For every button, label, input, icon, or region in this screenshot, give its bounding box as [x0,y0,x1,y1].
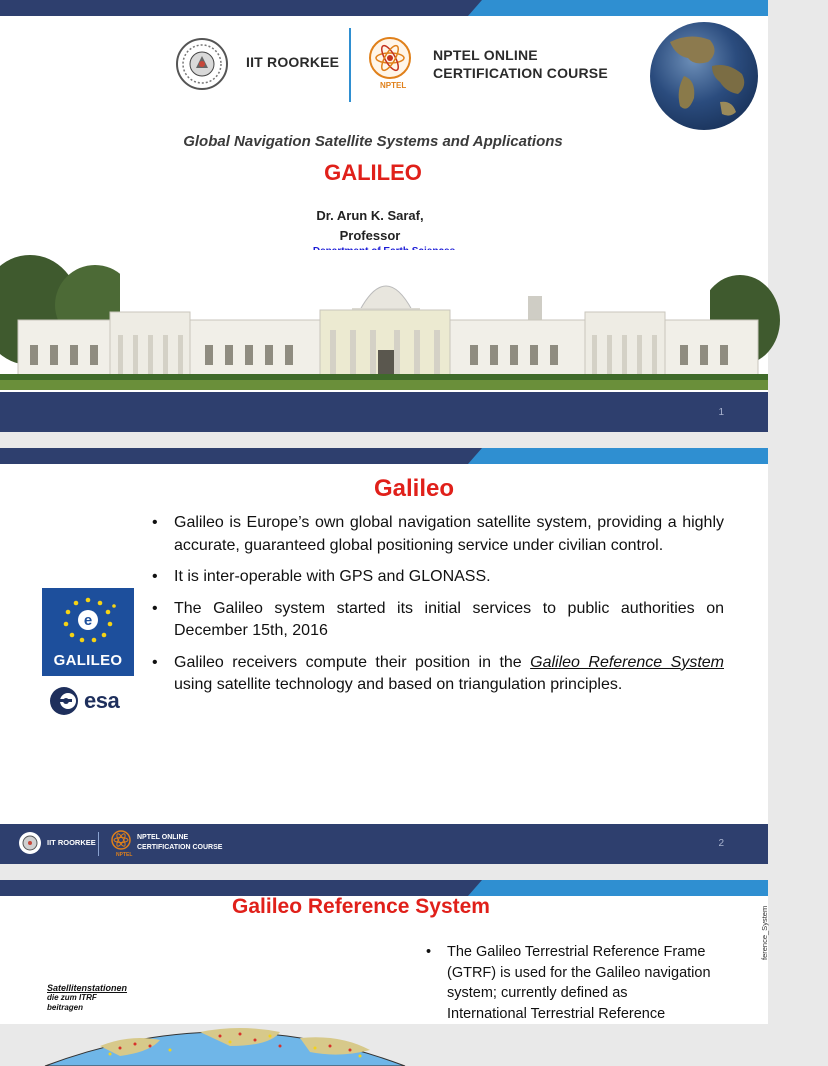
galileo-logo-text: GALILEO [53,652,123,669]
nptel-logo-icon [368,36,412,80]
title-slide [0,0,768,432]
footer-nptel-line2: CERTIFICATION COURSE [137,844,223,851]
institute-name: IIT ROORKEE [246,54,340,70]
bullet-text-before: Galileo receivers compute their position in the [174,653,531,671]
galileo-reference-system-link[interactable]: Galileo Reference System [530,653,724,671]
slide-number: 1 [718,407,724,418]
footer-bar [0,392,768,432]
slide-title: Galileo Reference System [232,895,490,918]
esa-logo [46,684,132,718]
nptel-title [433,46,608,82]
bullet-icon: • [426,944,432,960]
logo-divider [349,28,351,102]
bullet-line: system; currently defined as [447,985,628,1001]
top-bar-accent [468,0,768,16]
footer-nptel-line1: NPTEL ONLINE [137,834,189,841]
galileo-logo [42,588,134,676]
top-bar-accent [468,880,768,896]
bullet-icon: • [152,653,158,671]
bullet-item [426,942,724,1024]
author-block [0,206,740,246]
footer-divider [98,832,99,856]
esa-emblem-icon [46,684,82,718]
slide-number: 2 [718,838,724,849]
bullet-text: Galileo is Europe’s own global navigation satellite system, providing a highly accurate, guaranteed global positioning service under civilian control. [174,514,724,554]
bullet-line: International Terrestrial Reference [447,1005,666,1022]
footer-bar [0,824,768,864]
side-source-url: ference_System [760,905,769,960]
bullet-line: The Galileo Terrestrial Reference Frame [447,944,706,960]
bullet-item [150,512,724,557]
slide-title: Galileo [373,475,455,502]
iit-roorkee-seal-icon [175,37,229,91]
map-caption-line: die zum ITRF [47,993,97,1002]
itrf-stations-world-map-image [40,1006,410,1066]
footer-institute-name: IIT ROORKEE [47,838,96,847]
globe-landmass-icon [650,22,758,130]
lecture-title: GALILEO [324,160,422,185]
bullet-icon: • [152,599,158,617]
bullet-item [150,598,724,643]
earth-globe-image [650,22,758,130]
galileo-stars-icon [42,588,134,648]
svg-text:e: e [83,612,93,629]
bullet-line: (GTRF) is used for the Galileo navigation [447,964,711,981]
top-bar-accent [468,448,768,464]
iit-main-building-image [0,250,768,390]
course-title: Global Navigation Satellite Systems and Applications [183,133,563,150]
bullet-item [150,566,724,589]
author-name: Dr. Arun K. Saraf, [316,208,424,223]
footer-nptel-badge: NPTEL [116,852,133,858]
bullet-text-after: using satellite technology and based on triangulation principles. [174,676,623,693]
bullet-list [150,512,724,706]
galileo-reference-system-slide [0,880,768,1024]
bullet-text: The Galileo system started its initial services to public authorities on December 15th, 2016 [174,599,724,639]
nptel-badge: NPTEL [380,81,407,90]
bullet-icon: • [152,514,158,531]
bullet-list [426,942,724,1024]
galileo-intro-slide [0,448,768,864]
nptel-logo-icon [111,830,131,850]
nptel-line2: CERTIFICATION COURSE [433,65,608,81]
footer-nptel-text [137,833,222,853]
bullet-icon: • [152,568,158,585]
bullet-text: It is inter-operable with GPS and GLONASS. [174,568,491,585]
nptel-line1: NPTEL ONLINE [433,47,538,63]
map-caption-line: beitragen [47,1003,84,1012]
esa-logo-text: esa [84,688,120,713]
iit-roorkee-seal-icon [18,831,42,855]
bullet-item [150,652,724,697]
author-role: Professor [339,228,401,243]
map-caption-title: Satellitenstationen [47,983,128,993]
